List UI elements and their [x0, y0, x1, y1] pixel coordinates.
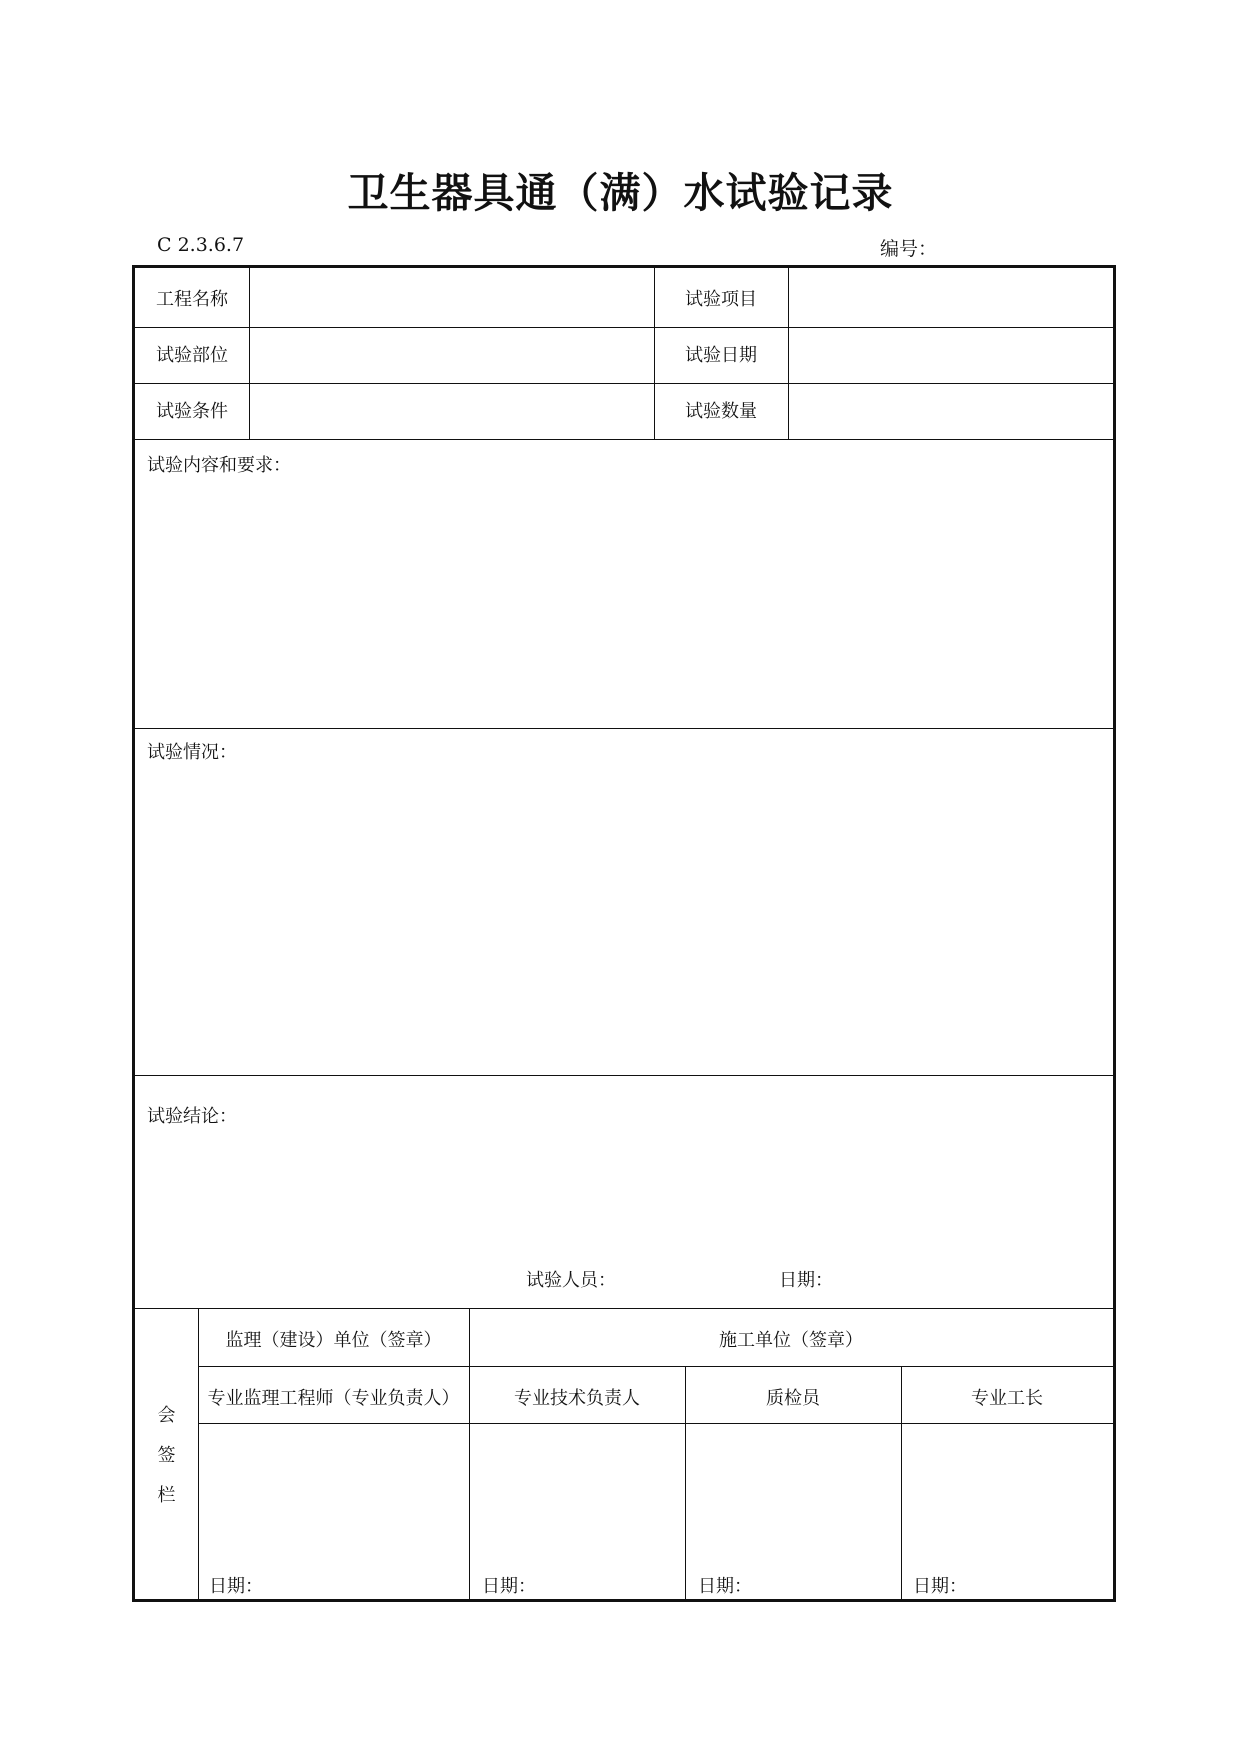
row-divider: [135, 327, 1113, 328]
test-quantity-label: 试验数量: [685, 401, 757, 422]
test-record-form: [132, 265, 1116, 1602]
construction-unit-label: 施工单位（签章）: [719, 1330, 863, 1351]
test-item-label: 试验项目: [685, 289, 757, 310]
test-date-label: 试验日期: [685, 345, 757, 366]
row-divider: [135, 1075, 1113, 1076]
row-divider: [135, 439, 1113, 440]
row-divider: [198, 1366, 1113, 1367]
test-conclusion-label: 试验结论：: [147, 1106, 237, 1127]
role-technical-lead: 专业技术负责人: [514, 1388, 640, 1409]
row-divider: [198, 1423, 1113, 1424]
test-situation-label: 试验情况：: [147, 742, 237, 763]
tester-label: 试验人员：: [526, 1270, 616, 1291]
project-name-label: 工程名称: [156, 289, 228, 310]
row-divider: [135, 1308, 1113, 1309]
role-site-foreman: 专业工长: [971, 1388, 1043, 1409]
role-supervising-engineer: 专业监理工程师（专业负责人）: [207, 1388, 460, 1409]
row-divider: [135, 728, 1113, 729]
serial-number-label: 编号：: [880, 238, 938, 260]
test-location-label: 试验部位: [156, 345, 228, 366]
document-title: 卫生器具通（满）水试验记录: [347, 169, 894, 217]
test-conditions-label: 试验条件: [156, 401, 228, 422]
sign-off-side-label: 会: [157, 1405, 176, 1426]
row-divider: [135, 383, 1113, 384]
sign-off-date-label: 日期：: [482, 1576, 536, 1597]
content-requirements-label: 试验内容和要求：: [147, 455, 291, 476]
column-divider: [788, 268, 789, 439]
column-divider: [249, 268, 250, 439]
sign-off-date-label: 日期：: [913, 1576, 967, 1597]
sign-off-date-label: 日期：: [209, 1576, 263, 1597]
supervision-unit-label: 监理（建设）单位（签章）: [225, 1330, 442, 1351]
role-quality-inspector: 质检员: [766, 1388, 820, 1409]
sign-off-side-label: 签: [157, 1445, 176, 1466]
sign-off-side-label: 栏: [157, 1485, 176, 1506]
sign-off-date-label: 日期：: [698, 1576, 752, 1597]
form-code: C 2.3.6.7: [157, 234, 245, 256]
conclusion-date-label: 日期：: [779, 1270, 833, 1291]
